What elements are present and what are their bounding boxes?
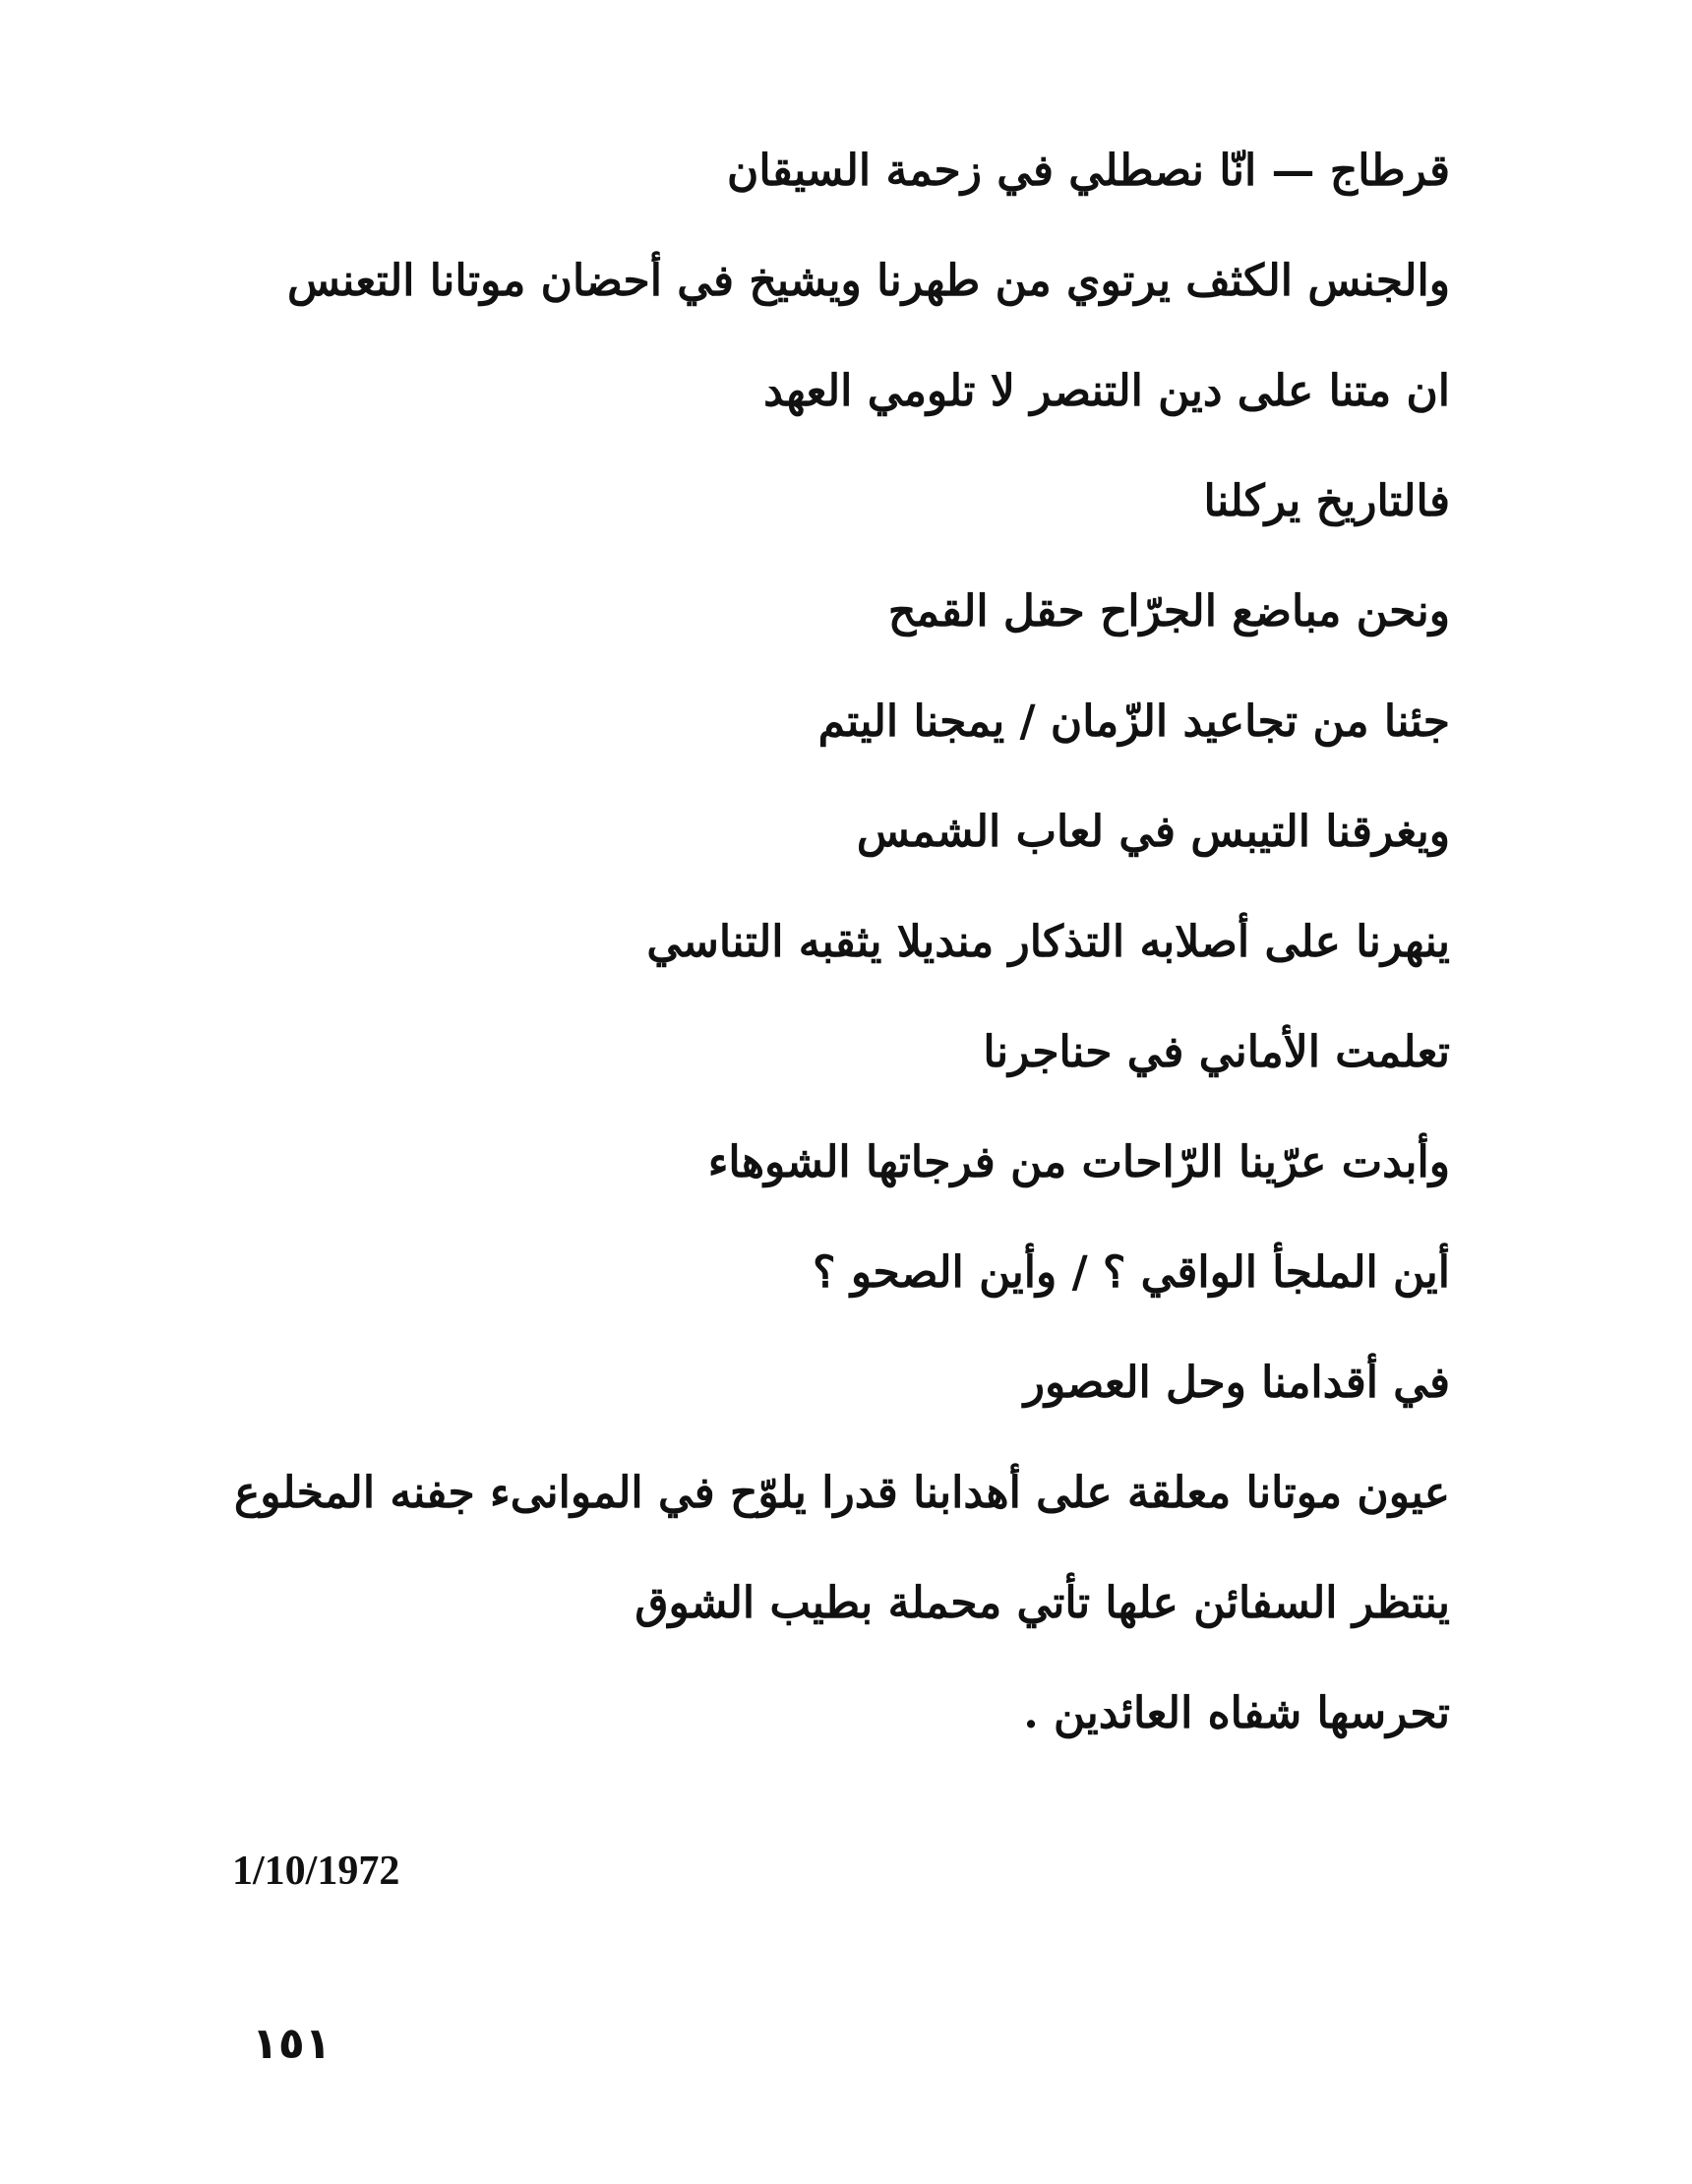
poem-line: ان متنا على دين التنصر لا تلومي العهد	[763, 366, 1450, 416]
poem-date: 1/10/1972	[232, 1849, 400, 1894]
poem-line: والجنس الكثف يرتوي من طهرنا ويشيخ في أحضان موتانا التعنس	[286, 256, 1450, 306]
poem-line: ونحن مباضع الجرّاح حقل القمح	[887, 586, 1450, 637]
poem-line: فالتاريخ يركلنا	[1203, 476, 1450, 526]
poem-line: عيون موتانا معلقة على أهدابنا قدرا يلوّح في الموانىء جفنه المخلوع	[234, 1468, 1450, 1518]
poem-text	[171, 116, 1450, 1769]
poem-line: تعلمت الأماني في حناجرنا	[983, 1027, 1450, 1077]
poem-line: أين الملجأ الواقي ؟ / وأين الصحو ؟	[813, 1247, 1450, 1298]
poem-line: تحرسها شفاه العائدين .	[1023, 1688, 1450, 1738]
poem-line: جئنا من تجاعيد الزّمان / يمجنا اليتم	[817, 697, 1450, 747]
poem-line: ويغرقنا التيبس في لعاب الشمس	[856, 807, 1450, 857]
page-number: ١٥١	[252, 2019, 332, 2069]
poem-line: قرطاج — انّا نصطلي في زحمة السيقان	[727, 146, 1450, 196]
poem-line: ينهرنا على أصلابه التذكار منديلا يثقبه التناسي	[646, 917, 1450, 967]
poem-line: في أقدامنا وحل العصور	[1023, 1358, 1450, 1408]
poem-line: ينتظر السفائن علها تأتي محملة بطيب الشوق	[634, 1578, 1450, 1628]
poem-line: وأبدت عرّينا الرّاحات من فرجاتها الشوهاء	[707, 1137, 1450, 1187]
